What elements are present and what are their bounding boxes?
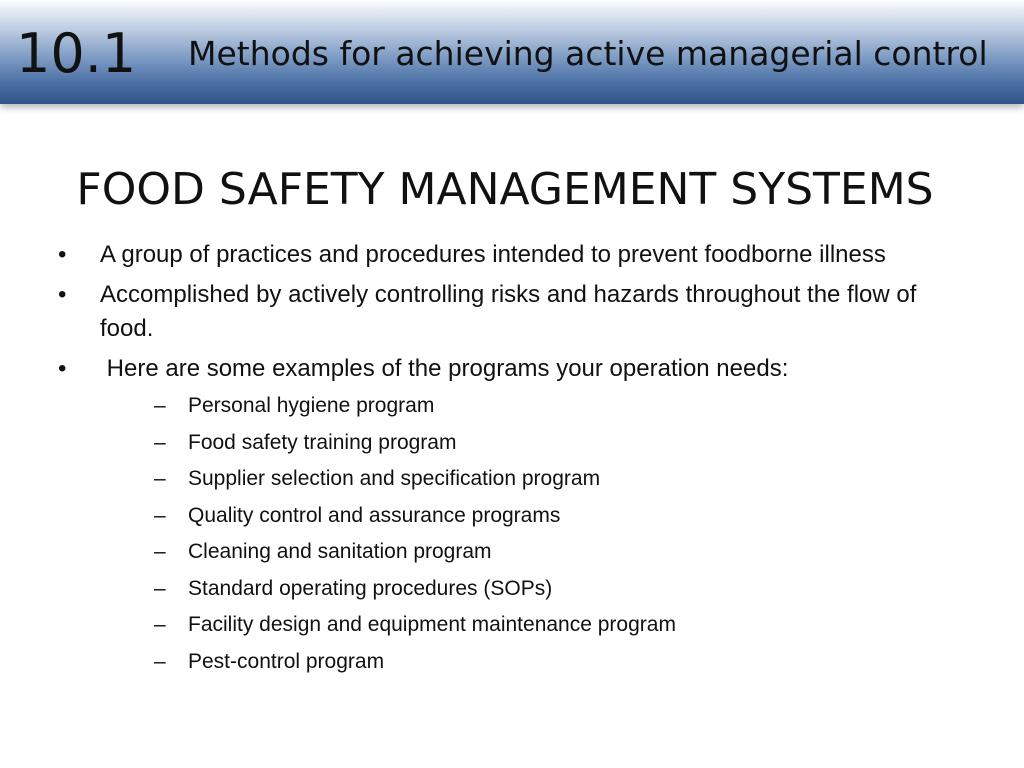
bullet-icon: • [58, 281, 67, 308]
program-text: Supplier selection and specification program [188, 467, 601, 490]
bullet-text: Here are some examples of the programs your operation needs: [100, 355, 789, 382]
dash-icon: – [154, 503, 166, 527]
program-item [100, 425, 976, 462]
program-text: Facility design and equipment maintenance program [188, 613, 676, 636]
header-bar [0, 0, 1024, 104]
dash-icon: – [154, 649, 166, 673]
bullet-list [56, 238, 976, 686]
bullet-item [56, 238, 976, 272]
dash-icon: – [154, 430, 166, 454]
slide-title: FOOD SAFETY MANAGEMENT SYSTEMS [76, 164, 934, 215]
program-item [100, 571, 976, 608]
bullet-icon: • [58, 355, 67, 382]
dash-icon: – [154, 576, 166, 600]
program-text: Quality control and assurance programs [188, 503, 561, 527]
bullet-item [56, 352, 976, 680]
program-item [100, 644, 976, 681]
bullet-text: Accomplished by actively controlling risks and hazards throughout the flow of food. [100, 281, 917, 342]
program-item [100, 461, 976, 498]
program-list [100, 388, 976, 680]
program-text: Standard operating procedures (SOPs) [188, 576, 553, 600]
program-item [100, 534, 976, 571]
dash-icon: – [154, 394, 166, 417]
program-text: Pest-control program [188, 649, 385, 673]
bullet-item [56, 278, 976, 346]
section-number: 10.1 [16, 22, 137, 85]
bullet-text: A group of practices and procedures intended to prevent foodborne illness [100, 241, 886, 268]
dash-icon: – [154, 613, 166, 636]
bullet-icon: • [58, 241, 67, 268]
dash-icon: – [154, 540, 166, 563]
program-text: Personal hygiene program [188, 394, 435, 417]
program-item [100, 607, 976, 644]
program-text: Food safety training program [188, 430, 457, 454]
dash-icon: – [154, 467, 166, 490]
program-item [100, 388, 976, 425]
program-item [100, 498, 976, 535]
header-title: Methods for achieving active managerial control [188, 34, 988, 73]
program-text: Cleaning and sanitation program [188, 540, 492, 563]
